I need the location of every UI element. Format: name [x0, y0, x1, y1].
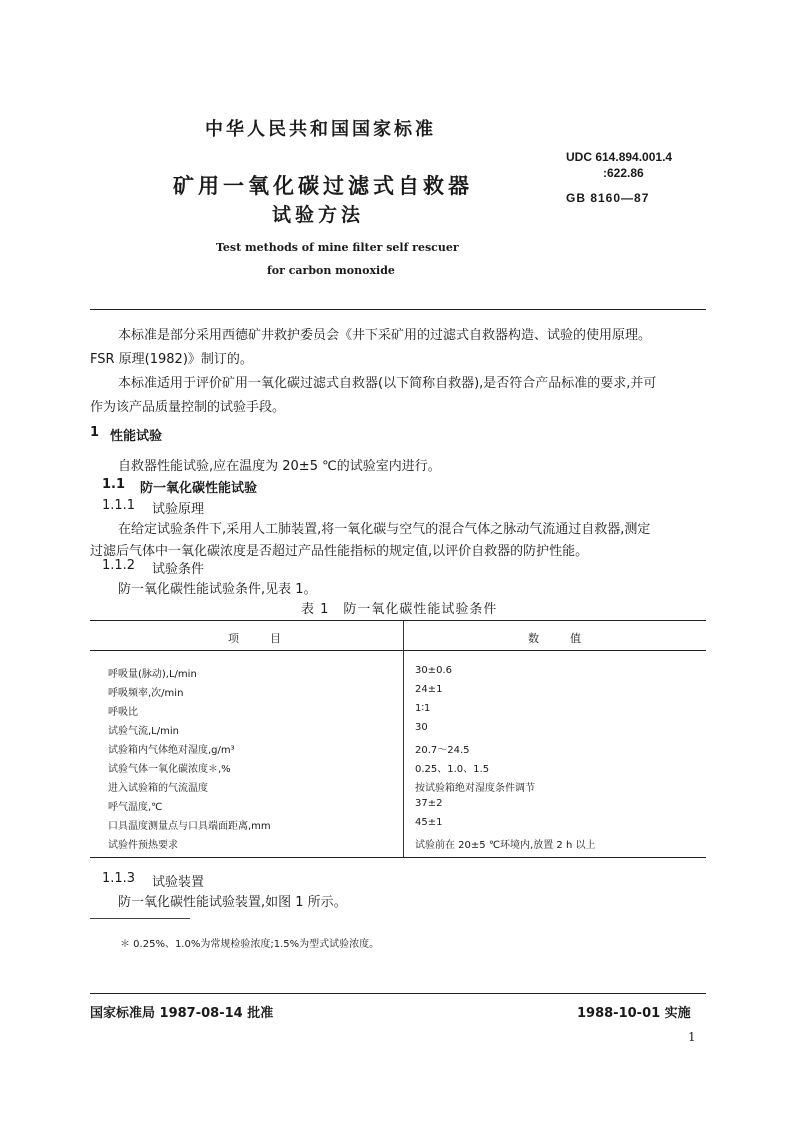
- standard-header: 中华人民共和国国家标准: [205, 119, 436, 140]
- table-row-value: 20.7～24.5: [415, 745, 470, 756]
- table-bottom-rule: [90, 857, 706, 858]
- section-1-1-number: 1.1: [102, 477, 126, 492]
- english-title-cont: for carbon monoxide: [267, 264, 395, 277]
- table-row-value: 37±2: [415, 798, 443, 809]
- approval-date: 国家标准局 1987-08-14 批准: [90, 1006, 274, 1021]
- table-row-value: 45±1: [415, 817, 443, 828]
- page-number: 1: [688, 1030, 696, 1044]
- gb-number: GB 8160—87: [566, 191, 650, 205]
- effective-date: 1988-10-01 实施: [577, 1006, 691, 1021]
- table-row-label: 试验气流,L/min: [108, 726, 179, 737]
- table-row-label: 呼吸频率,次/min: [108, 688, 184, 699]
- english-title: Test methods of mine filter self rescuer: [216, 241, 459, 254]
- table-header-item: 项 目: [228, 632, 291, 645]
- section-1-1-3-number: 1.1.3: [102, 871, 136, 886]
- table-row-label: 试验气体一氧化碳浓度＊,%: [108, 764, 231, 775]
- section-1-1-1-heading: 试验原理: [152, 502, 205, 517]
- table-row-label: 呼吸比: [108, 707, 138, 718]
- section-1-1-1-text-cont: 过滤后气体中一氧化碳浓度是否超过产品性能指标的规定值,以评价自救器的防护性能。: [90, 544, 589, 559]
- table-top-rule: [90, 620, 706, 621]
- document-title: 矿用一氧化碳过滤式自救器: [173, 174, 473, 198]
- section-1-1-2-heading: 试验条件: [152, 562, 205, 577]
- table-header-value: 数 值: [528, 632, 591, 645]
- table-row-value: 24±1: [415, 684, 443, 695]
- header-divider: [90, 309, 706, 310]
- table-row-label: 口具温度测量点与口具端面距离,mm: [108, 821, 271, 832]
- udc-code: UDC 614.894.001.4: [566, 150, 673, 164]
- table-row-label: 试验件预热要求: [108, 840, 178, 851]
- table-row-label: 呼吸量(脉动),L/min: [108, 669, 197, 680]
- table-column-divider: [403, 621, 404, 857]
- section-1-text: 自救器性能试验,应在温度为 20±5 ℃的试验室内进行。: [118, 459, 441, 474]
- table-row-value: 30: [415, 722, 428, 733]
- table-row-value: 试验前在 20±5 ℃环境内,放置 2 h 以上: [415, 840, 596, 851]
- table-row-value: 1∶1: [415, 703, 431, 714]
- table-row-value: 0.25、1.0、1.5: [415, 764, 490, 775]
- section-1-heading: 性能试验: [110, 429, 163, 444]
- intro-paragraph-2: 本标准适用于评价矿用一氧化碳过滤式自救器(以下简称自救器),是否符合产品标准的要求,并可: [118, 376, 657, 391]
- footnote-rule: [90, 918, 190, 919]
- table-caption: 表 1 防一氧化碳性能试验条件: [301, 602, 498, 617]
- section-1-1-heading: 防一氧化碳性能试验: [140, 481, 258, 496]
- footer-divider: [90, 993, 706, 994]
- section-1-number: 1: [90, 425, 100, 440]
- intro-paragraph-1: 本标准是部分采用西德矿井救护委员会《井下采矿用的过滤式自救器构造、试验的使用原理。: [118, 328, 652, 343]
- intro-paragraph-2-cont: 作为该产品质量控制的试验手段。: [90, 400, 286, 415]
- udc-code-cont: :622.86: [603, 166, 644, 180]
- table-row-value: 按试验箱绝对湿度条件调节: [415, 783, 535, 794]
- section-1-1-1-number: 1.1.1: [102, 498, 136, 513]
- section-1-1-2-text: 防一氧化碳性能试验条件,见表 1。: [118, 582, 317, 597]
- table-row-label: 呼气温度,℃: [108, 802, 163, 813]
- document-subtitle: 试验方法: [272, 204, 365, 226]
- table-header-rule: [90, 650, 706, 651]
- table-row-label: 试验箱内气体绝对湿度,g/m³: [108, 745, 235, 756]
- table-row-label: 进入试验箱的气流温度: [108, 783, 208, 794]
- table-footnote: ＊ 0.25%、1.0%为常规检验浓度;1.5%为型式试验浓度。: [120, 939, 380, 950]
- section-1-1-2-number: 1.1.2: [102, 558, 136, 573]
- section-1-1-3-text: 防一氧化碳性能试验装置,如图 1 所示。: [118, 895, 347, 910]
- intro-paragraph-1-cont: FSR 原理(1982)》制订的。: [90, 352, 253, 367]
- section-1-1-3-heading: 试验装置: [152, 875, 205, 890]
- section-1-1-1-text: 在给定试验条件下,采用人工肺装置,将一氧化碳与空气的混合气体之脉动气流通过自救器,测定: [118, 522, 651, 537]
- table-row-value: 30±0.6: [415, 665, 453, 676]
